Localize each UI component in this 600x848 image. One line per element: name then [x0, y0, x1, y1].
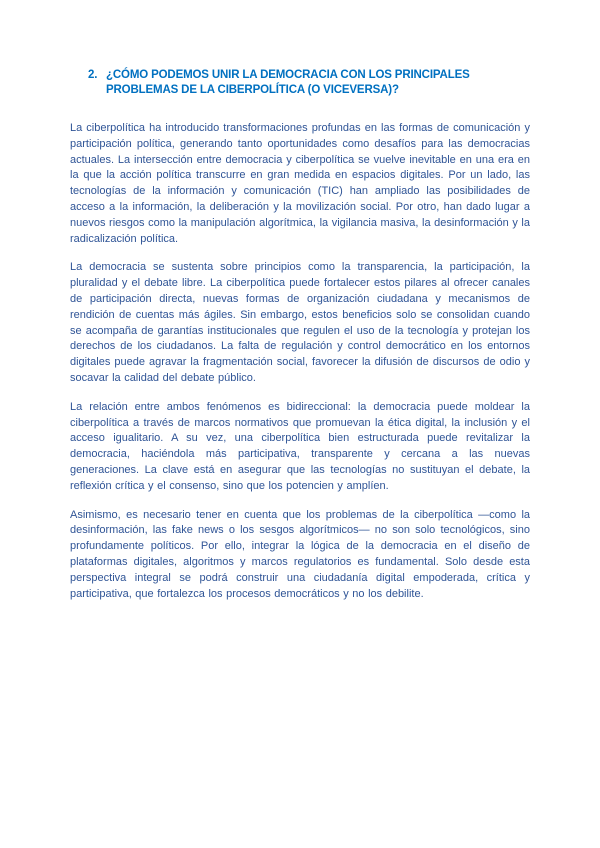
section-heading-number: 2. — [88, 69, 98, 81]
document-body — [70, 121, 530, 602]
paragraph: La relación entre ambos fenómenos es bidireccional: la democracia puede moldear la ciberpolítica a través de marcos normativos que promuevan la ética digital, la inclusión y el acceso igualitario. A su vez, una ciberpolítica bien estructurada puede revitalizar la democracia, haciéndola más participativa, transparente y cercana a las nuevas generaciones. La clave está en asegurar que las tecnologías no sustituyan el debate, la reflexión crítica y el consenso, sino que los potencien y amplíen. — [70, 400, 530, 492]
paragraph: La ciberpolítica ha introducido transformaciones profundas en las formas de comunicación y participación política, generando tanto oportunidades como desafíos para las democracias actuales. La intersección entre democracia y ciberpolítica se vuelve inevitable en una era en la que la acción política transcurre en gran medida en espacios digitales. Por un lado, las tecnologías de la información y comunicación (TIC) han ampliado las posibilidades de acceso a la información, la deliberación y la movilización social. Por otro, han dado lugar a nuevos riesgos como la manipulación algorítmica, la vigilancia masiva, la desinformación y la radicalización política. — [70, 122, 530, 245]
section-heading — [70, 68, 530, 97]
paragraph: La democracia se sustenta sobre principios como la transparencia, la participación, la pluralidad y el debate libre. La ciberpolítica puede fortalecer estos pilares al ofrecer canales de participación directa, nuevas formas de organización ciudadana y mecanismos de rendición de cuentas más ágiles. Sin embargo, estos beneficios solo se consolidan cuando se acompaña de garantías institucionales que regulen el uso de la tecnología y protejan los derechos de los ciudadanos. La falta de regulación y control democrático en los entornos digitales puede agravar la fragmentación social, favorecer la difusión de discursos de odio y socavar la calidad del debate público. — [70, 261, 530, 384]
section-heading-text: ¿CÓMO PODEMOS UNIR LA DEMOCRACIA CON LOS PRINCIPALES PROBLEMAS DE LA CIBERPOLÍTICA (O VICEVERSA)? — [106, 69, 470, 96]
paragraph: Asimismo, es necesario tener en cuenta que los problemas de la ciberpolítica —como la desinformación, las fake news o los sesgos algorítmicos— no son solo tecnológicos, sino profundamente políticos. Por ello, integrar la lógica de la democracia en el diseño de plataformas digitales, algoritmos y marcos regulatorios es fundamental. Solo desde esta perspectiva integral se podrá construir una ciudadanía digital empoderada, crítica y participativa, que fortalezca los procesos democráticos y no los debilite. — [70, 508, 530, 600]
